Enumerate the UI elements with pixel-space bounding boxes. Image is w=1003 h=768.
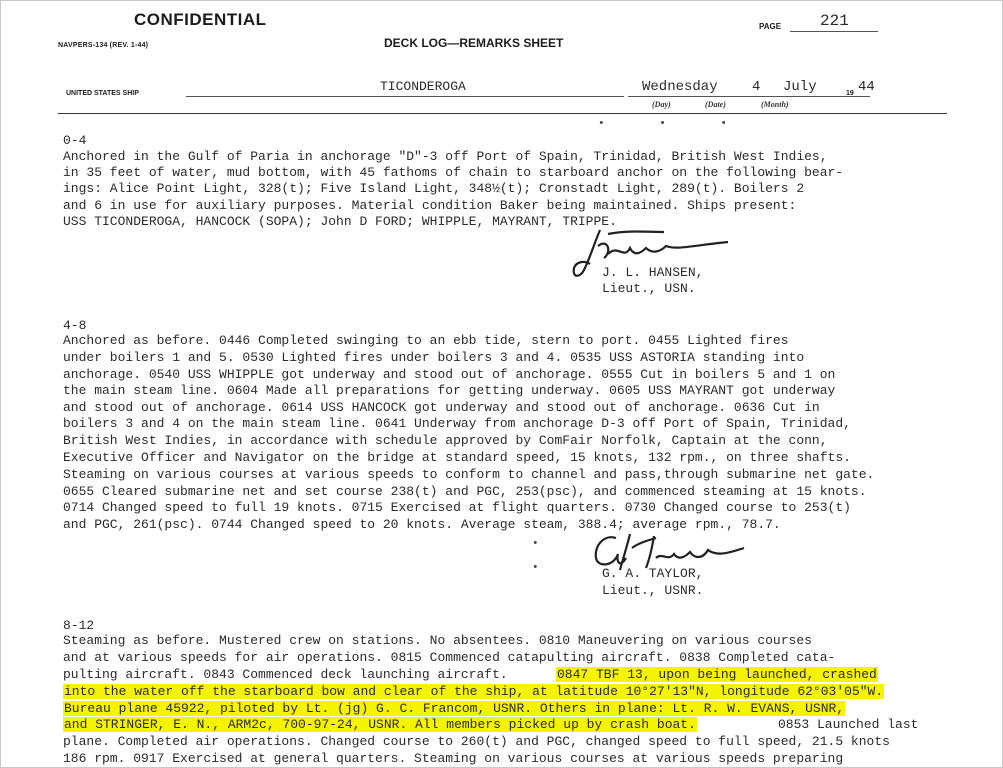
log-line: 186 rpm. 0917 Exercised at general quarters. Steaming on various courses at various speeds preparing xyxy=(63,751,844,766)
log-line: Anchored in the Gulf of Paria in anchorage "D"-3 off Port of Spain, Trinidad, British West Indies, xyxy=(63,149,828,164)
highlight-span: into the water off the starboard bow and clear of the ship, at latitude 10°27'13"N, longitude 62°03'05"W. xyxy=(64,684,884,699)
watch-label: 4-8 xyxy=(63,318,87,333)
log-line: Executive Officer and Navigator on the bridge at standard speed, 15 knots, 132 rpm., on three shafts. xyxy=(63,450,851,465)
signature-name: G. A. TAYLOR, xyxy=(602,566,704,581)
watch-label: 8-12 xyxy=(63,618,95,633)
log-line: Anchored as before. 0446 Completed swinging to an ebb tide, stern to port. 0455 Lighted fires xyxy=(63,333,789,348)
form-number: NAVPERS-134 (REV. 1-44) xyxy=(58,42,149,49)
margin-dots: • • xyxy=(532,538,539,574)
highlighted-line xyxy=(63,683,884,700)
year-value: 44 xyxy=(858,79,875,95)
signature-rank: Lieut., USNR. xyxy=(602,583,704,598)
margin-dots: • • • xyxy=(598,118,752,130)
log-line: 0853 Launched last xyxy=(778,717,919,732)
log-line: and PGC, 261(psc). 0744 Changed speed to 20 knots. Average steam, 388.4; average rpm., 78.7. xyxy=(63,517,781,532)
day-value: Wednesday xyxy=(642,79,718,95)
log-line: and at various speeds for air operations. 0815 Commenced catapulting aircraft. 0838 Completed cata- xyxy=(63,650,836,665)
date-rule xyxy=(628,96,870,97)
log-line: ings: Alice Point Light, 328(t); Five Island Light, 348½(t); Cronstadt Light, 289(t). Boilers 2 xyxy=(63,181,805,196)
ship-name: TICONDEROGA xyxy=(380,79,466,94)
log-line: British West Indies, in accordance with schedule approved by ComFair Norfolk, Captain at the conn, xyxy=(63,433,828,448)
watch-label: 0-4 xyxy=(63,133,87,148)
highlighted-line xyxy=(556,666,878,683)
date-caption: (Date) xyxy=(705,100,726,109)
highlight-span: 0847 TBF 13, upon being launched, crashed xyxy=(557,667,877,682)
log-line: anchorage. 0540 USS WHIPPLE got underway and stood out of anchorage. 0555 Cut in boilers 5 and 1 on xyxy=(63,367,836,382)
log-line: pulting aircraft. 0843 Commenced deck launching aircraft. xyxy=(63,667,508,682)
classification-label: CONFIDENTIAL xyxy=(134,10,267,29)
log-line: USS TICONDEROGA, HANCOCK (SOPA); John D FORD; WHIPPLE, MAYRANT, TRIPPE. xyxy=(63,214,617,229)
log-line: 0714 Changed speed to full 19 knots. 0715 Exercised at flight quarters. 0730 Changed course to 253(t) xyxy=(63,500,851,515)
log-line: plane. Completed air operations. Changed course to 260(t) and PGC, changed speed to full speed, 21.5 knots xyxy=(63,734,890,749)
log-line: the main steam line. 0604 Made all preparations for getting underway. 0605 USS MAYRANT got underway xyxy=(63,383,836,398)
page-number-rule xyxy=(790,31,878,32)
log-line: 0655 Cleared submarine net and set course 238(t) and PGC, 253(psc), and commenced steaming at 15 knots. xyxy=(63,484,867,499)
log-line: and stood out of anchorage. 0614 USS HANCOCK got underway and stood out of anchorage. 0636 Cut in xyxy=(63,400,820,415)
month-caption: (Month) xyxy=(761,100,789,109)
log-line: boilers 3 and 4 on the main steam line. 0641 Underway from anchorage D-3 off Port of Spain, Trinidad, xyxy=(63,416,851,431)
highlight-span: and STRINGER, E. N., ARM2c, 700-97-24, USNR. All members picked up by crash boat. xyxy=(64,717,696,732)
month-value: July xyxy=(783,79,817,95)
log-line: under boilers 1 and 5. 0530 Lighted fires under boilers 3 and 4. 0535 USS ASTORIA standing into xyxy=(63,350,805,365)
log-line: Steaming on various courses at various speeds to conform to channel and pass,through submarine net gate. xyxy=(63,467,875,482)
signature-name: J. L. HANSEN, xyxy=(602,265,704,280)
highlight-span: Bureau plane 45922, piloted by Lt. (jg) G. C. Francom, USNR. Others in plane: Lt. R. W. EVANS, USNR, xyxy=(64,701,845,716)
date-value: 4 xyxy=(752,79,761,95)
ship-label: UNITED STATES SHIP xyxy=(66,90,139,97)
day-caption: (Day) xyxy=(652,100,671,109)
highlighted-line xyxy=(63,700,845,717)
ship-name-rule xyxy=(186,96,624,97)
sheet-title: DECK LOG—REMARKS SHEET xyxy=(384,36,564,50)
log-line: and 6 in use for auxiliary purposes. Material condition Baker being maintained. Ships present: xyxy=(63,198,797,213)
highlighted-line xyxy=(63,716,697,733)
signature-rank: Lieut., USN. xyxy=(602,281,696,296)
log-line: in 35 feet of water, mud bottom, with 45 fathoms of chain to starboard anchor on the following bear- xyxy=(63,165,844,180)
page-label: PAGE xyxy=(759,22,782,31)
page-number: 221 xyxy=(820,12,849,30)
year-prefix: 19 xyxy=(846,90,854,97)
header-divider xyxy=(58,113,947,114)
log-line: Steaming as before. Mustered crew on stations. No absentees. 0810 Maneuvering on various courses xyxy=(63,633,812,648)
